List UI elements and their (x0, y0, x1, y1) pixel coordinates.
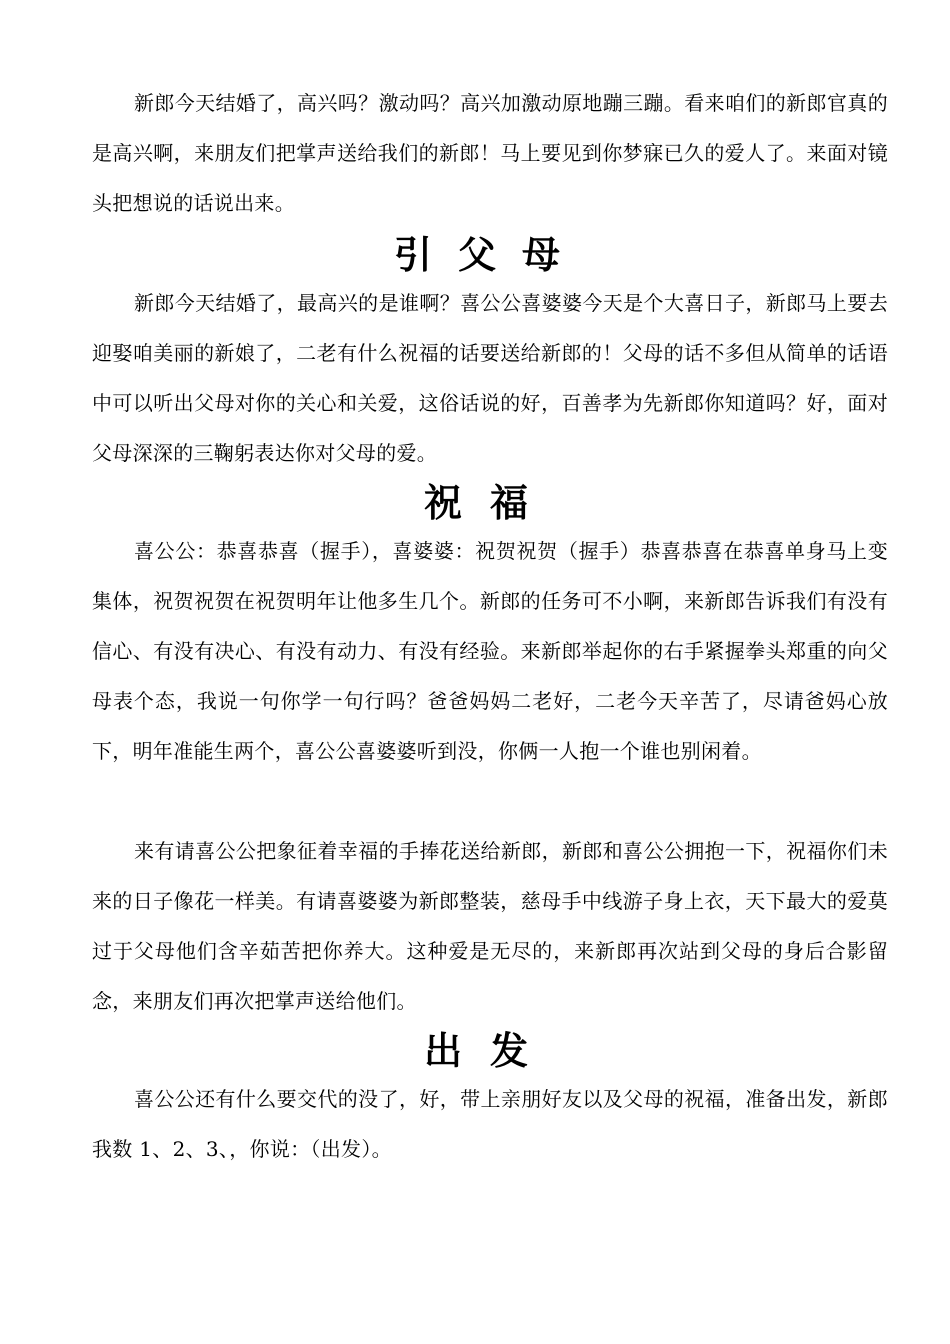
paragraph-depart: 喜公公还有什么要交代的没了，好，带上亲朋好友以及父母的祝福，准备出发，新郎我数 1、2、3、，你说：（出发）。 (92, 1087, 888, 1161)
paragraph-parents: 新郎今天结婚了，最高兴的是谁啊？喜公公喜婆婆今天是个大喜日子，新郎马上要去迎娶咱美丽的新娘了，二老有什么祝福的话要送给新郎的！父母的话不多但从简单的话语中可以听出父母对你的关心和关爱，这俗话说的好，百善孝为先新郎你知道吗？好，面对父母深深的三鞠躬表达你对父母的爱。 (92, 291, 888, 465)
heading-introduce-parents: 引父母 (393, 233, 586, 277)
heading-blessing: 祝福 (423, 481, 556, 525)
paragraph-blessing-flowers: 来有请喜公公把象征着幸福的手捧花送给新郎，新郎和喜公公拥抱一下，祝福你们未来的日子像花一样美。有请喜婆婆为新郎整装，慈母手中线游子身上衣，天下最大的爱莫过于父母他们含辛茹苦把你养大。这种爱是无尽的，来新郎再次站到父母的身后合影留念，来朋友们再次把掌声送给他们。 (92, 839, 888, 1013)
paragraph-groom-intro: 新郎今天结婚了，高兴吗？激动吗？高兴加激动原地蹦三蹦。看来咱们的新郎官真的是高兴啊，来朋友们把掌声送给我们的新郎！马上要见到你梦寐已久的爱人了。来面对镜头把想说的话说出来。 (92, 91, 888, 215)
heading-depart: 出发 (423, 1029, 556, 1073)
paragraph-blessing-pledge: 喜公公：恭喜恭喜（握手），喜婆婆：祝贺祝贺（握手）恭喜恭喜在恭喜单身马上变集体，祝贺祝贺在祝贺明年让他多生几个。新郎的任务可不小啊，来新郎告诉我们有没有信心、有没有决心、有没有动力、有没有经验。来新郎举起你的右手紧握拳头郑重的向父母表个态，我说一句你学一句行吗？爸爸妈妈二老好，二老今天辛苦了，尽请爸妈心放下，明年准能生两个，喜公公喜婆婆听到没，你俩一人抱一个谁也别闲着。 (92, 539, 888, 763)
